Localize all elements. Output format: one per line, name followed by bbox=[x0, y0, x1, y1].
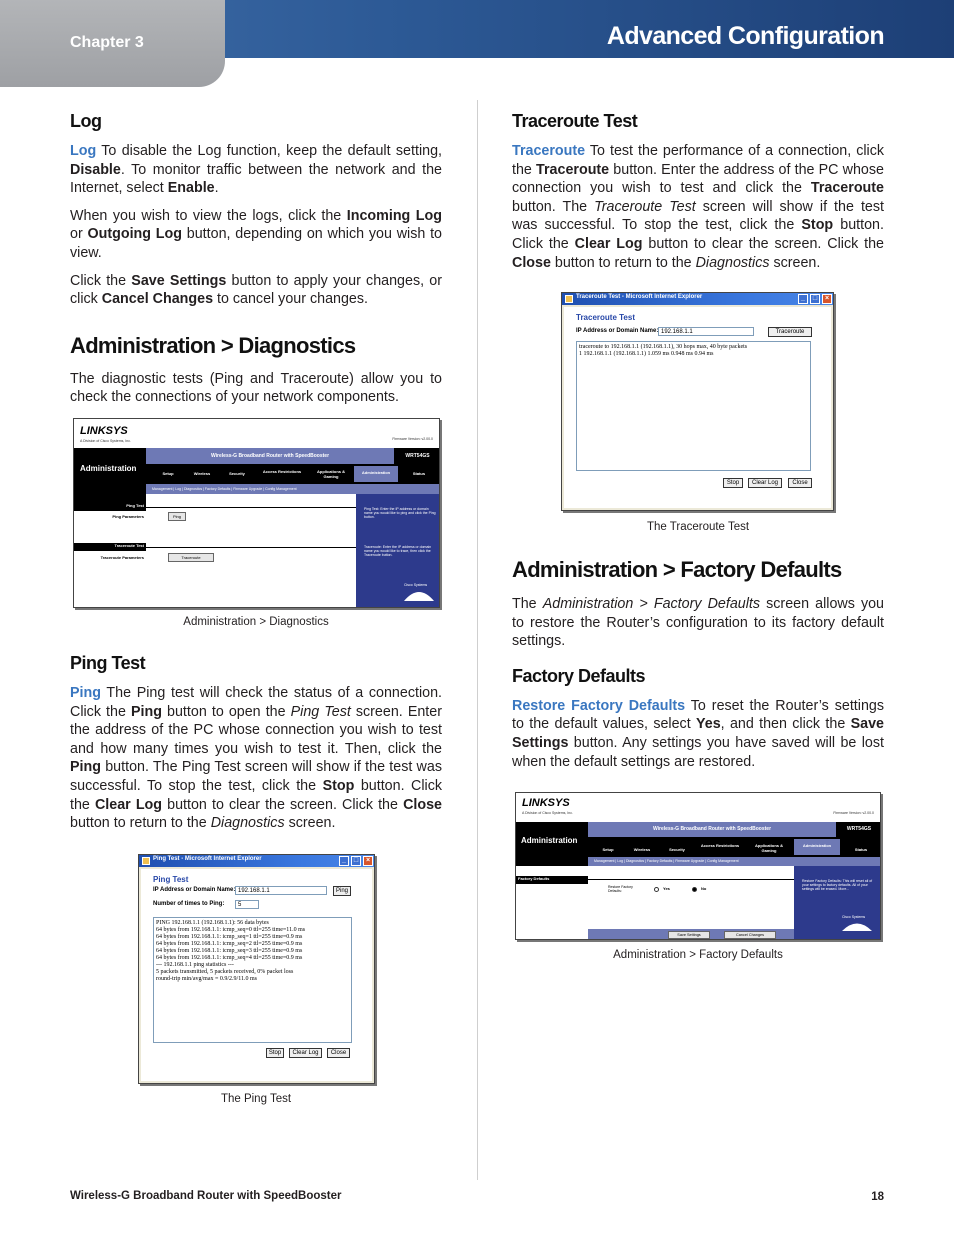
tab-access[interactable]: Access Restrictions bbox=[700, 843, 740, 848]
linksys-logo: LINKSYS bbox=[80, 425, 128, 437]
cisco-logo: Cisco Systems bbox=[842, 915, 866, 919]
traceroute-heading: Traceroute Test bbox=[512, 111, 638, 131]
tab-administration[interactable]: Administration bbox=[794, 839, 840, 855]
factory-defaults-screenshot: LINKSYS A Division of Cisco Systems, Inc. Firmware Version: v2.00.0 Administration Wireless-G Broadband Router with SpeedBooster WRT54GS Setup Wireless Security Access Restrictions Applications & Gaming Administration Status Management | Log | Diagnostics | Factory Defaults | Firmware Upgrade | Config Management Factory Defaults Restore Factory Defaults: Yes No Restore Factory Defaults: This will reset all of your settings to factory defaults. All of your settings will be erased. More... Cisco Systems Save Settings Cancel Changes bbox=[515, 792, 881, 940]
factory-paragraph: The Administration > Factory Defaults screen allows you to restore the Router’s configuration to its factory default settings. bbox=[512, 596, 885, 650]
trace-dialog-button[interactable]: Traceroute bbox=[768, 327, 812, 337]
tab-applications[interactable]: Applications & Gaming bbox=[316, 469, 345, 479]
cancel-changes-button[interactable]: Cancel Changes bbox=[724, 931, 776, 939]
yes-radio[interactable] bbox=[654, 887, 659, 892]
diagnostics-paragraph: The diagnostic tests (Ping and Traceroute) allow you to check the connections of your network components. bbox=[70, 370, 442, 406]
traceroute-log-area[interactable]: traceroute to 192.168.1.1 (192.168.1.1), 30 hops max, 40 byte packets 1 192.168.1.1 (192.168.1.1) 1.059 ms 0.948 ms 0.94 ms bbox=[576, 341, 811, 471]
log-heading: Log bbox=[70, 111, 102, 131]
traceroute-caption: The Traceroute Test bbox=[646, 521, 750, 533]
close-icon[interactable]: × bbox=[363, 856, 373, 866]
close-button[interactable]: Close bbox=[788, 478, 812, 488]
admin-section-label: Administration bbox=[516, 822, 588, 866]
log-paragraph-2: When you wish to view the logs, click the Incoming Log or Outgoing Log button, depending on which you wish to view. bbox=[70, 207, 442, 261]
tab-access[interactable]: Access Restrictions bbox=[262, 469, 302, 474]
traceroute-button[interactable]: Traceroute bbox=[168, 553, 214, 562]
tab-applications[interactable]: Applications & Gaming bbox=[754, 843, 783, 853]
traceroute-screenshot: Traceroute Test - Microsoft Internet Explorer _ □ × Traceroute Test IP Address or Domain Name: 192.168.1.1 Traceroute traceroute to 192.168.1.1 (192.168.1.1), 30 hops max, 40 byte packets 1 192.168.1.1 (192.168.1.1) 1.059 ms 0.948 ms 0.94 ms Stop Clear Log Close bbox=[561, 292, 834, 511]
tab-security[interactable]: Security bbox=[669, 847, 685, 852]
tab-status[interactable]: Status bbox=[412, 471, 426, 476]
ping-dialog-button[interactable]: Ping bbox=[333, 886, 351, 896]
trace-ip-input[interactable]: 192.168.1.1 bbox=[658, 327, 754, 336]
factory-subheading: Factory Defaults bbox=[512, 665, 646, 686]
tab-security[interactable]: Security bbox=[229, 471, 245, 476]
ping-window-title: Ping Test bbox=[153, 875, 189, 884]
stop-button[interactable]: Stop bbox=[266, 1048, 284, 1058]
log-paragraph-1: Log To disable the Log function, keep the default setting, Disable. To monitor traffic between the network and the Internet, select Enable. bbox=[70, 143, 442, 197]
minimize-icon[interactable]: _ bbox=[339, 856, 349, 866]
product-title: Wireless-G Broadband Router with SpeedBooster bbox=[146, 448, 394, 464]
diagnostics-caption: Administration > Diagnostics bbox=[183, 616, 329, 628]
chapter-label: Chapter 3 bbox=[70, 34, 144, 51]
left-column bbox=[70, 108, 442, 407]
cisco-bridge-icon bbox=[842, 921, 872, 931]
column-divider bbox=[477, 100, 478, 1180]
tab-administration[interactable]: Administration bbox=[354, 466, 398, 482]
diagnostics-screenshot: LINKSYS A Division of Cisco Systems, Inc. Firmware Version: v2.00.0 Administration Wireless-G Broadband Router with SpeedBooster WRT54GS Setup Wireless Security Access Restrictions Applications & Gaming Administration Status Management | Log | Diagnostics | Factory Defaults | Firmware Upgrade | Config Management Ping Test Ping Parameters Ping Traceroute Test Traceroute Parameters Traceroute Ping Test: Enter the IP address or domain name you would like to ping and click the Ping button. Traceroute: Enter the IP address or domain name you would like to trace, then click the Traceroute button. Cisco Systems bbox=[73, 418, 440, 608]
restore-label: Restore Factory Defaults: bbox=[608, 885, 633, 893]
traceroute-section-label: Traceroute Test bbox=[114, 543, 144, 548]
factory-section-label: Factory Defaults bbox=[518, 876, 550, 881]
traceroute-window-title: Traceroute Test bbox=[576, 313, 635, 322]
tab-setup[interactable]: Setup bbox=[162, 471, 174, 476]
diagnostics-heading: Administration > Diagnostics bbox=[70, 332, 356, 358]
ping-section-label: Ping Test bbox=[126, 503, 144, 508]
clear-log-button[interactable]: Clear Log bbox=[289, 1048, 322, 1058]
factory-heading: Administration > Factory Defaults bbox=[512, 557, 842, 582]
page-header bbox=[0, 0, 954, 88]
save-settings-button[interactable]: Save Settings bbox=[668, 931, 710, 939]
log-keyword: Log bbox=[70, 143, 97, 159]
maximize-icon[interactable]: □ bbox=[351, 856, 361, 866]
close-button[interactable]: Close bbox=[327, 1048, 350, 1058]
ip-address-input[interactable]: 192.168.1.1 bbox=[235, 886, 327, 895]
ping-paragraph: Ping The Ping test will check the status of a connection. Click the Ping button to open the Ping Test screen. Enter the address of the PC whose connection you wish to test and how many times you wish to test it. Then, click the Ping button. The Ping Test screen will show if the test was successful. To stop the test, click the Stop button. Click the Clear Log button to clear the screen. Click the Close button to return to the Diagnostics screen. bbox=[70, 685, 442, 832]
restore-paragraph: Restore Factory Defaults To reset the Router’s settings to the default values, select Yes, and then click the Save Settings button. Any settings you have saved will be lost when the default settings are restored. bbox=[512, 697, 884, 770]
ie-icon bbox=[565, 295, 573, 303]
footer-product: Wireless-G Broadband Router with SpeedBooster bbox=[70, 1190, 342, 1202]
sub-tabs[interactable]: Management | Log | Diagnostics | Factory Defaults | Firmware Upgrade | Config Management bbox=[146, 484, 440, 494]
ping-count-select[interactable]: 5 bbox=[235, 900, 259, 909]
ping-button[interactable]: Ping bbox=[168, 512, 186, 521]
no-radio[interactable] bbox=[692, 887, 697, 892]
right-column bbox=[512, 108, 884, 272]
close-icon[interactable]: × bbox=[822, 294, 832, 304]
factory-caption: Administration > Factory Defaults bbox=[613, 949, 783, 961]
tab-status[interactable]: Status bbox=[854, 847, 868, 852]
tab-setup[interactable]: Setup bbox=[602, 847, 614, 852]
linksys-logo: LINKSYS bbox=[522, 797, 570, 809]
page-number: 18 bbox=[871, 1191, 884, 1203]
ping-section bbox=[70, 652, 442, 833]
ie-icon bbox=[142, 857, 150, 865]
ping-heading: Ping Test bbox=[70, 653, 146, 673]
tab-wireless[interactable]: Wireless bbox=[633, 847, 651, 852]
sub-tabs[interactable]: Management | Log | Diagnostics | Factory Defaults | Firmware Upgrade | Config Management bbox=[588, 857, 881, 866]
traceroute-paragraph: Traceroute To test the performance of a connection, click the Traceroute button. Enter the address of the PC whose connection you wish to test and click the Traceroute button. The Traceroute Test screen will show if the test was successful. To stop the test, click the Stop button. Click the Clear Log button to clear the screen. Click the Close button to return to the Diagnostics screen. bbox=[512, 143, 885, 271]
cisco-logo: Cisco Systems bbox=[404, 583, 428, 587]
chapter-title: Advanced Configuration bbox=[606, 22, 884, 50]
clear-log-button[interactable]: Clear Log bbox=[748, 478, 782, 488]
tab-wireless[interactable]: Wireless bbox=[193, 471, 211, 476]
maximize-icon[interactable]: □ bbox=[810, 294, 820, 304]
admin-section-label: Administration bbox=[74, 448, 146, 503]
ping-test-screenshot: Ping Test - Microsoft Internet Explorer _ □ × Ping Test IP Address or Domain Name: 192.168.1.1 Ping Number of times to Ping: 5 PING 192.168.1.1 (192.168.1.1): 56 data bytes 64 bytes from 192.168.1.1: icmp_seq=0 ttl=255 time=11.0 ms 64 bytes from 192.168.1.1: icmp_seq=1 ttl=255 time=0.9 ms 64 bytes from 192.168.1.1: icmp_seq=2 ttl=255 time=0.9 ms 64 bytes from 192.168.1.1: icmp_seq=3 ttl=255 time=0.9 ms 64 bytes from 192.168.1.1: icmp_seq=4 ttl=255 time=0.9 ms --- 192.168.1.1 ping statistics --- 5 packets transmitted, 5 packets received, 0% packet loss round-trip min/avg/max = 0.9/2.9/11.0 ms Stop Clear Log Close bbox=[138, 854, 375, 1084]
stop-button[interactable]: Stop bbox=[723, 478, 743, 488]
log-paragraph-3: Click the Save Settings button to apply your changes, or click Cancel Changes to cancel your changes. bbox=[70, 272, 443, 308]
minimize-icon[interactable]: _ bbox=[798, 294, 808, 304]
cisco-bridge-icon bbox=[404, 589, 434, 601]
ping-log-area[interactable]: PING 192.168.1.1 (192.168.1.1): 56 data bytes 64 bytes from 192.168.1.1: icmp_seq=0 ttl=255 time=11.0 ms 64 bytes from 192.168.1.1: icmp_seq=1 ttl=255 time=0.9 ms 64 bytes from 192.168.1.1: icmp_seq=2 ttl=255 time=0.9 ms 64 bytes from 192.168.1.1: icmp_seq=3 ttl=255 time=0.9 ms 64 bytes from 192.168.1.1: icmp_seq=4 ttl=255 time=0.9 ms --- 192.168.1.1 ping statistics --- 5 packets transmitted, 5 packets received, 0% packet loss round-trip min/avg/max = 0.9/2.9/11.0 ms bbox=[153, 917, 352, 1043]
ping-caption: The Ping Test bbox=[220, 1093, 292, 1105]
factory-section bbox=[512, 557, 884, 771]
